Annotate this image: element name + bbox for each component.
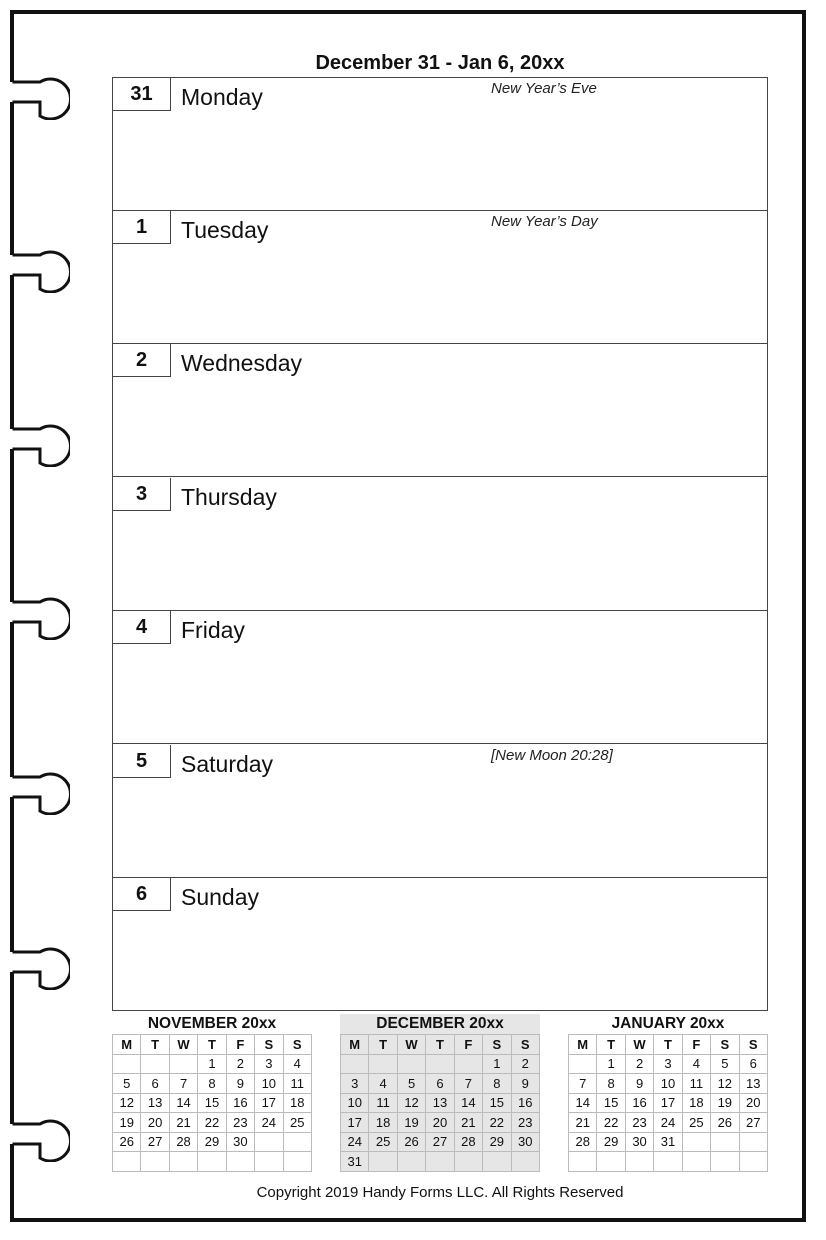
weekday-header: T: [426, 1035, 454, 1055]
day-row[interactable]: [113, 745, 767, 878]
day-row[interactable]: [113, 344, 767, 477]
calendar-date-cell: 4: [682, 1054, 710, 1074]
calendar-date-cell: [597, 1152, 625, 1172]
calendar-date-cell: 14: [454, 1093, 482, 1113]
binder-ring-icon: [0, 417, 70, 467]
calendar-date-cell: 23: [226, 1113, 254, 1133]
calendar-week: [569, 1054, 768, 1074]
calendar-date-cell: 19: [711, 1093, 739, 1113]
calendar-date-cell: 28: [569, 1132, 597, 1152]
day-list: [112, 77, 768, 1011]
day-name: Wednesday: [181, 350, 303, 376]
calendar-date-cell: [511, 1152, 539, 1172]
calendar-date-cell: 8: [483, 1074, 511, 1094]
calendar-date-cell: [283, 1152, 311, 1172]
calendar-grid: [340, 1034, 540, 1172]
calendar-date-cell: 15: [483, 1093, 511, 1113]
calendar-week: [113, 1074, 312, 1094]
calendar-date-cell: 1: [597, 1054, 625, 1074]
calendar-date-cell: [682, 1152, 710, 1172]
calendar-date-cell: 11: [369, 1093, 397, 1113]
weekday-header: T: [141, 1035, 169, 1055]
calendar-date-cell: [682, 1132, 710, 1152]
calendar-date-cell: 15: [198, 1093, 226, 1113]
page-title: December 31 - Jan 6, 20xx: [315, 52, 565, 74]
calendar-date-cell: 6: [426, 1074, 454, 1094]
calendar-week: [113, 1132, 312, 1152]
mini-calendar-january: [568, 1014, 768, 1172]
weekday-header: T: [198, 1035, 226, 1055]
calendar-week: [341, 1093, 540, 1113]
calendar-date-cell: 29: [483, 1132, 511, 1152]
calendar-date-cell: [426, 1054, 454, 1074]
calendar-date-cell: 4: [283, 1054, 311, 1074]
day-name: Sunday: [181, 884, 260, 910]
calendar-date-cell: 13: [141, 1093, 169, 1113]
calendar-date-cell: 28: [454, 1132, 482, 1152]
calendar-date-cell: 18: [682, 1093, 710, 1113]
calendar-date-cell: 9: [226, 1074, 254, 1094]
day-note: New Year’s Eve: [491, 80, 597, 97]
calendar-week: [569, 1074, 768, 1094]
calendar-date-cell: 10: [341, 1093, 369, 1113]
calendar-date-cell: 31: [654, 1132, 682, 1152]
calendar-date-cell: 18: [283, 1093, 311, 1113]
calendar-date-cell: [369, 1152, 397, 1172]
calendar-title: NOVEMBER 20xx: [147, 1015, 277, 1032]
day-row[interactable]: [113, 478, 767, 611]
calendar-title: JANUARY 20xx: [611, 1015, 725, 1032]
calendar-date-cell: 14: [169, 1093, 197, 1113]
calendar-date-cell: 24: [654, 1113, 682, 1133]
day-name: Monday: [181, 84, 263, 110]
calendar-date-cell: [141, 1054, 169, 1074]
calendar-date-cell: [169, 1152, 197, 1172]
calendar-date-cell: 2: [625, 1054, 653, 1074]
calendar-week: [113, 1152, 312, 1172]
calendar-date-cell: 23: [625, 1113, 653, 1133]
calendar-date-cell: [255, 1132, 283, 1152]
calendar-date-cell: [397, 1054, 425, 1074]
day-name: Friday: [181, 617, 245, 643]
weekday-header: S: [483, 1035, 511, 1055]
calendar-date-cell: 16: [625, 1093, 653, 1113]
calendar-date-cell: [739, 1152, 767, 1172]
calendar-date-cell: 20: [739, 1093, 767, 1113]
calendar-date-cell: 20: [141, 1113, 169, 1133]
day-number: 6: [113, 878, 171, 911]
calendar-week: [113, 1113, 312, 1133]
calendar-date-cell: [454, 1054, 482, 1074]
binder-ring-icon: [0, 1112, 70, 1162]
weekday-header: T: [654, 1035, 682, 1055]
calendar-date-cell: [569, 1054, 597, 1074]
calendar-date-cell: 14: [569, 1093, 597, 1113]
calendar-week: [569, 1113, 768, 1133]
calendar-date-cell: 3: [341, 1074, 369, 1094]
calendar-date-cell: 6: [739, 1054, 767, 1074]
weekday-header: W: [625, 1035, 653, 1055]
calendar-date-cell: [397, 1152, 425, 1172]
calendar-date-cell: 30: [625, 1132, 653, 1152]
calendar-date-cell: 21: [169, 1113, 197, 1133]
calendar-date-cell: [113, 1054, 141, 1074]
calendar-date-cell: 15: [597, 1093, 625, 1113]
calendar-date-cell: 21: [569, 1113, 597, 1133]
calendar-date-cell: 12: [113, 1093, 141, 1113]
calendar-date-cell: 9: [511, 1074, 539, 1094]
calendar-date-cell: 17: [654, 1093, 682, 1113]
calendar-date-cell: 5: [113, 1074, 141, 1094]
calendar-date-cell: 25: [682, 1113, 710, 1133]
calendar-date-cell: 30: [511, 1132, 539, 1152]
calendar-grid: [568, 1034, 768, 1172]
calendar-date-cell: 3: [654, 1054, 682, 1074]
weekday-header: M: [113, 1035, 141, 1055]
calendar-date-cell: 8: [198, 1074, 226, 1094]
calendar-date-cell: 28: [169, 1132, 197, 1152]
calendar-date-cell: [169, 1054, 197, 1074]
calendar-date-cell: 17: [255, 1093, 283, 1113]
calendar-date-cell: 19: [113, 1113, 141, 1133]
calendar-date-cell: [283, 1132, 311, 1152]
calendar-week: [341, 1113, 540, 1133]
calendar-date-cell: 5: [711, 1054, 739, 1074]
calendar-week: [341, 1054, 540, 1074]
calendar-title: DECEMBER 20xx: [340, 1014, 540, 1034]
calendar-date-cell: [569, 1152, 597, 1172]
calendar-week: [569, 1152, 768, 1172]
calendar-date-cell: 12: [711, 1074, 739, 1094]
calendar-date-cell: [711, 1152, 739, 1172]
weekday-header: T: [369, 1035, 397, 1055]
calendar-date-cell: 10: [255, 1074, 283, 1094]
calendar-date-cell: 27: [426, 1132, 454, 1152]
day-number: 5: [113, 745, 171, 778]
calendar-date-cell: 1: [483, 1054, 511, 1074]
calendar-date-cell: 29: [198, 1132, 226, 1152]
weekday-header: F: [682, 1035, 710, 1055]
calendar-date-cell: 17: [341, 1113, 369, 1133]
calendar-date-cell: 8: [597, 1074, 625, 1094]
weekday-header: M: [341, 1035, 369, 1055]
calendar-date-cell: 19: [397, 1113, 425, 1133]
weekday-header: S: [711, 1035, 739, 1055]
calendar-date-cell: 7: [454, 1074, 482, 1094]
weekday-header: S: [511, 1035, 539, 1055]
binder-ring-icon: [0, 70, 70, 120]
binder-ring-icon: [0, 765, 70, 815]
calendar-date-cell: 18: [369, 1113, 397, 1133]
weekday-header: F: [226, 1035, 254, 1055]
calendar-date-cell: [113, 1152, 141, 1172]
day-number: 4: [113, 611, 171, 644]
calendar-date-cell: [454, 1152, 482, 1172]
day-row[interactable]: [113, 878, 767, 1010]
calendar-date-cell: 2: [226, 1054, 254, 1074]
calendar-week: [113, 1093, 312, 1113]
calendar-date-cell: [226, 1152, 254, 1172]
calendar-date-cell: [739, 1132, 767, 1152]
calendar-date-cell: 23: [511, 1113, 539, 1133]
day-row[interactable]: [113, 78, 767, 211]
calendar-date-cell: 21: [454, 1113, 482, 1133]
calendar-date-cell: 7: [169, 1074, 197, 1094]
binder-ring-icon: [0, 940, 70, 990]
calendar-date-cell: 5: [397, 1074, 425, 1094]
day-row[interactable]: [113, 611, 767, 744]
weekday-header: T: [597, 1035, 625, 1055]
day-note: [New Moon 20:28]: [491, 747, 613, 764]
weekday-header: S: [283, 1035, 311, 1055]
calendar-date-cell: 27: [739, 1113, 767, 1133]
calendar-date-cell: 12: [397, 1093, 425, 1113]
calendar-date-cell: [198, 1152, 226, 1172]
calendar-date-cell: 24: [255, 1113, 283, 1133]
calendar-date-cell: 13: [739, 1074, 767, 1094]
day-name: Thursday: [181, 484, 277, 510]
calendar-date-cell: 13: [426, 1093, 454, 1113]
calendar-date-cell: [625, 1152, 653, 1172]
weekday-header: M: [569, 1035, 597, 1055]
calendar-date-cell: [483, 1152, 511, 1172]
calendar-date-cell: 2: [511, 1054, 539, 1074]
calendar-date-cell: [341, 1054, 369, 1074]
calendar-week: [113, 1054, 312, 1074]
weekday-header: S: [739, 1035, 767, 1055]
calendar-date-cell: 16: [226, 1093, 254, 1113]
day-number: 31: [113, 78, 171, 111]
calendar-week: [341, 1132, 540, 1152]
calendar-date-cell: [255, 1152, 283, 1172]
weekday-header: W: [397, 1035, 425, 1055]
day-number: 2: [113, 344, 171, 377]
calendar-date-cell: 11: [682, 1074, 710, 1094]
mini-calendar-november: [112, 1014, 312, 1172]
day-number: 3: [113, 478, 171, 511]
calendar-date-cell: 20: [426, 1113, 454, 1133]
weekday-header: W: [169, 1035, 197, 1055]
calendar-date-cell: 22: [198, 1113, 226, 1133]
day-row[interactable]: [113, 211, 767, 344]
calendar-date-cell: 6: [141, 1074, 169, 1094]
calendar-date-cell: 26: [113, 1132, 141, 1152]
calendar-date-cell: 29: [597, 1132, 625, 1152]
calendar-date-cell: 11: [283, 1074, 311, 1094]
calendar-date-cell: [141, 1152, 169, 1172]
day-number: 1: [113, 211, 171, 244]
calendar-date-cell: 25: [283, 1113, 311, 1133]
day-name: Tuesday: [181, 217, 269, 243]
copyright-footer: Copyright 2019 Handy Forms LLC. All Rights Reserved: [256, 1184, 624, 1201]
calendar-week: [341, 1152, 540, 1172]
calendar-date-cell: [369, 1054, 397, 1074]
calendar-date-cell: 9: [625, 1074, 653, 1094]
day-name: Saturday: [181, 751, 274, 777]
weekday-header: S: [255, 1035, 283, 1055]
mini-calendar-december: [340, 1014, 540, 1172]
calendar-date-cell: 27: [141, 1132, 169, 1152]
calendar-date-cell: 25: [369, 1132, 397, 1152]
calendar-grid: [112, 1034, 312, 1172]
calendar-date-cell: 4: [369, 1074, 397, 1094]
calendar-date-cell: 30: [226, 1132, 254, 1152]
calendar-date-cell: [654, 1152, 682, 1172]
calendar-date-cell: 10: [654, 1074, 682, 1094]
calendar-date-cell: 3: [255, 1054, 283, 1074]
calendar-date-cell: [426, 1152, 454, 1172]
binder-ring-icon: [0, 590, 70, 640]
calendar-date-cell: 26: [711, 1113, 739, 1133]
calendar-date-cell: 22: [483, 1113, 511, 1133]
calendar-date-cell: 31: [341, 1152, 369, 1172]
calendar-date-cell: 1: [198, 1054, 226, 1074]
calendar-week: [341, 1074, 540, 1094]
calendar-date-cell: 24: [341, 1132, 369, 1152]
calendar-date-cell: 26: [397, 1132, 425, 1152]
binder-ring-icon: [0, 243, 70, 293]
weekday-header: F: [454, 1035, 482, 1055]
calendar-date-cell: 22: [597, 1113, 625, 1133]
calendar-week: [569, 1093, 768, 1113]
day-note: New Year’s Day: [491, 213, 598, 230]
calendar-date-cell: [711, 1132, 739, 1152]
calendar-date-cell: 16: [511, 1093, 539, 1113]
calendar-date-cell: 7: [569, 1074, 597, 1094]
calendar-week: [569, 1132, 768, 1152]
